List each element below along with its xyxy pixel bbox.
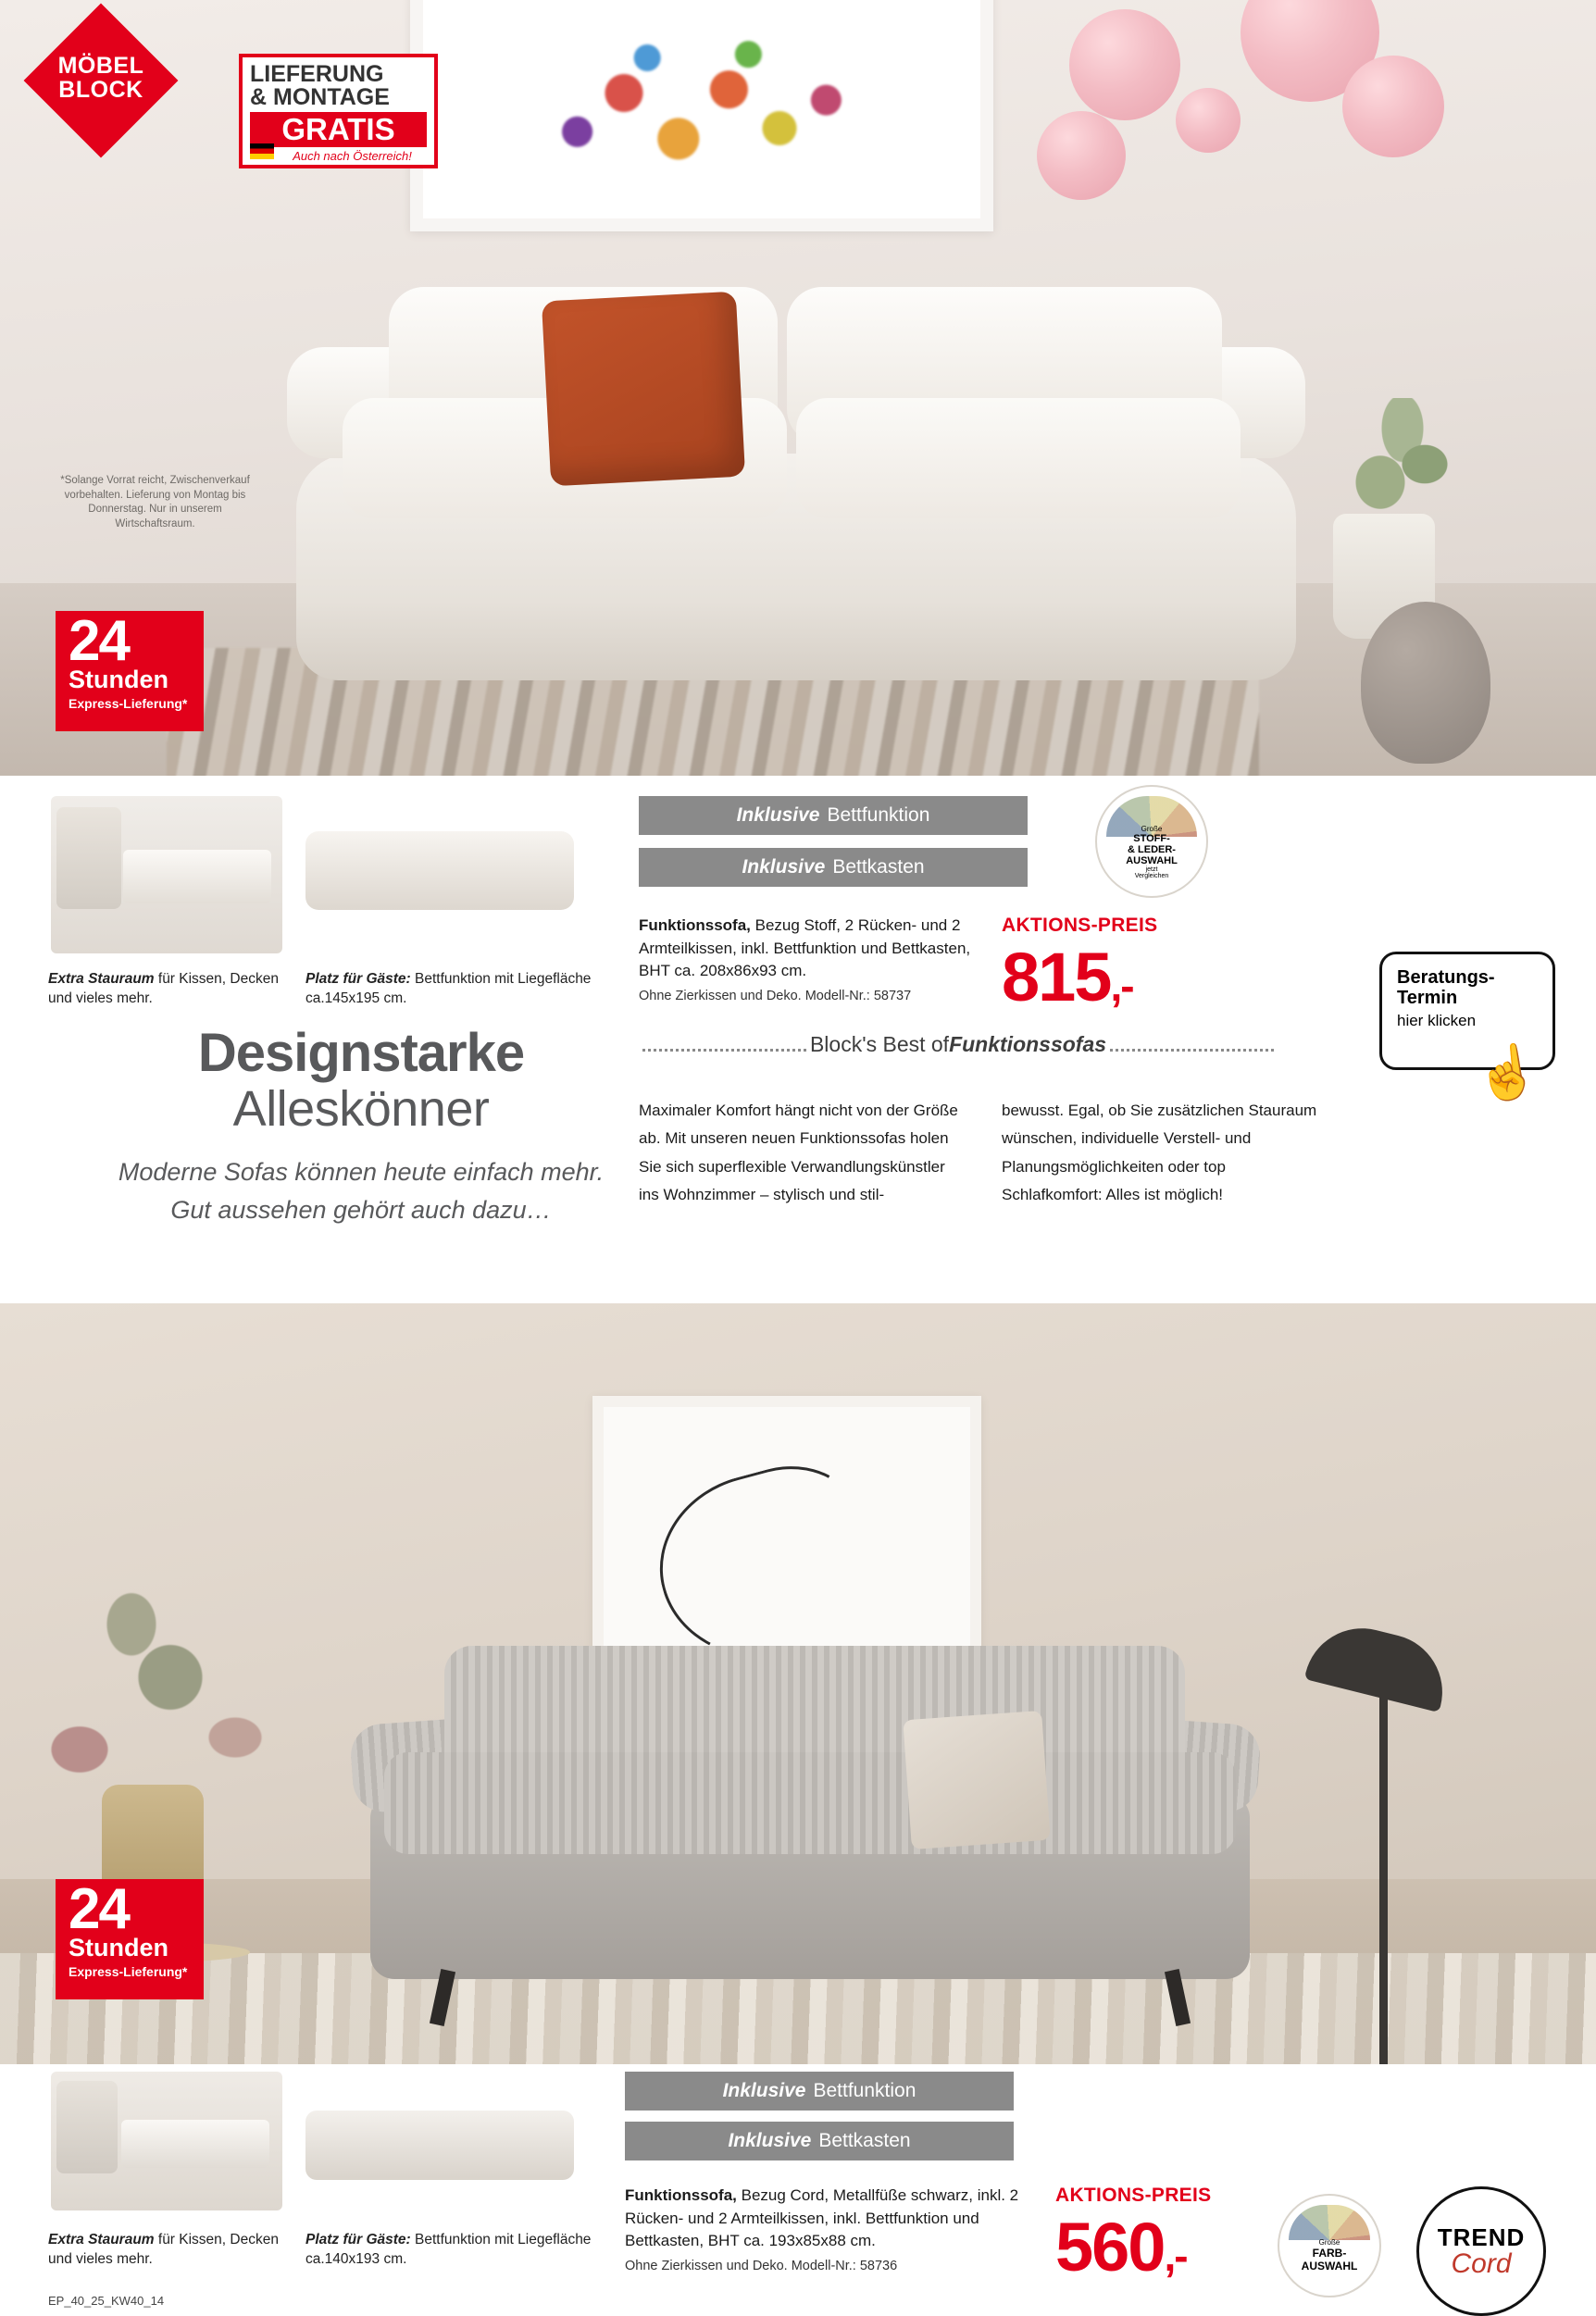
express-badge-bottom: [56, 1879, 204, 1999]
express-badge-top: [56, 611, 204, 731]
headline-sub-1: Moderne Sofas können heute einfach mehr.: [118, 1158, 605, 1187]
thumb-mattress: [305, 831, 574, 910]
body-text-columns: [639, 1097, 1324, 1209]
german-flag-icon: [250, 143, 274, 159]
inclusive-bettkasten-bottom: Inklusive Bettkasten: [625, 2122, 1014, 2160]
caption-storage-bottom: Extra Stauraum für Kissen, Decken und vieles mehr.: [48, 2232, 279, 2267]
pendant-lamp-5: [1176, 88, 1241, 153]
wall-art-frame: [410, 0, 993, 231]
page-headline: [65, 1023, 657, 1228]
thumb-storage-box-2: [121, 2120, 269, 2168]
thumb-storage-open: [51, 796, 282, 953]
delivery-badge: [239, 54, 438, 168]
consult-line-3: hier klicken: [1397, 1012, 1477, 1029]
grey-sofa-pillow: [903, 1711, 1050, 1849]
legal-note: *Solange Vorrat reicht, Zwischenverkauf vorbehalten. Lieferung von Montag bis Donnerstag. Nur in unserem Wirtschaftsraum.: [60, 475, 250, 529]
trend-line-2: Cord: [1451, 2248, 1512, 2279]
headline-line-2: Alleskönner: [232, 1080, 490, 1137]
flower-painting: [507, 23, 896, 199]
express-number-2: 24: [69, 1877, 129, 1941]
seal-text: Große STOFF- & LEDER- AUSWAHL jetzt Vergleichen: [1126, 824, 1178, 879]
inclusive-bettfunktion-top: Inklusive Bettfunktion: [639, 796, 1028, 835]
pendant-lamp-1: [1069, 9, 1180, 120]
express-label-2: Express-Lieferung*: [69, 1963, 188, 1979]
headline-sub-2: Gut aussehen gehört auch dazu…: [170, 1195, 552, 1224]
price-label-top: AKTIONS-PREIS: [1002, 915, 1158, 936]
express-label: Express-Lieferung*: [69, 695, 188, 711]
delivery-line-1: LIEFERUNG: [250, 61, 384, 87]
floor-lamp-pole: [1379, 1674, 1388, 2064]
product-description-bottom: Funktionssofa, Bezug Cord, Metallfüße schwarz, inkl. 2 Rücken- und 2 Armteilkissen, inkl. Bettfunktion und Bettkasten, BHT ca. 193x85x88 cm. Ohne Zierkissen und Deko. Modell-Nr.: 58736: [625, 2185, 1032, 2276]
logo-line-1: MÖBEL: [57, 53, 144, 79]
dotted-rule-right: [1110, 1039, 1274, 1052]
trend-cord-seal: [1416, 2186, 1546, 2316]
pendant-lamp-4: [1342, 56, 1444, 157]
product-description-top: Funktionssofa, Bezug Stoff, 2 Rücken- und 2 Armteilkissen, inkl. Bettfunktion und Bettkasten, BHT ca. 208x86x93 cm. Ohne Zierkissen und Deko. Modell-Nr.: 58737: [639, 915, 1000, 1006]
headline-line-1: Designstarke: [197, 1023, 525, 1083]
price-bottom: 560,-: [1055, 2209, 1187, 2285]
thumb-storage-open-bottom: [51, 2072, 282, 2210]
logo-text: [46, 54, 156, 103]
thumb-backrest-2: [56, 2081, 118, 2173]
consult-line-1: Beratungs-: [1397, 967, 1495, 988]
hand-pointer-icon: ☝: [1471, 1039, 1543, 1106]
pendant-lamp-2: [1037, 111, 1126, 200]
section-title-emphasis: Funktionssofas: [949, 1032, 1107, 1056]
decor-vase: [1361, 602, 1490, 764]
dotted-rule-left: [642, 1039, 806, 1052]
grey-sofa-seat: [384, 1752, 1236, 1854]
delivery-austria-note: Auch nach Österreich!: [293, 148, 412, 163]
body-column-2: bewusst. Egal, ob Sie zusätzlichen Stauraum wünschen, individuelle Verstell- und Planungsmöglichkeiten oder top Schlafkomfort: Alles ist möglich!: [1002, 1102, 1317, 1203]
thumb-bed-extended-bottom: [305, 2083, 574, 2212]
section-title-prefix: Block's Best of: [809, 1032, 950, 1056]
delivery-line-2: & MONTAGE: [250, 84, 390, 110]
color-seal-arc: [1289, 2205, 1370, 2240]
brand-logo[interactable]: [35, 26, 193, 128]
caption-bed-top: Platz für Gäste: Bettfunktion mit Liegefläche ca.145x195 cm.: [305, 971, 592, 1006]
sofa-seat-right: [796, 398, 1241, 518]
trend-line-1: TREND: [1437, 2223, 1526, 2251]
product-note-bottom: Ohne Zierkissen und Deko. Modell-Nr.: 58736: [625, 2258, 898, 2273]
express-number: 24: [69, 609, 129, 673]
logo-line-2: BLOCK: [58, 77, 143, 104]
thumb-backrest: [56, 807, 121, 909]
plant-foliage: [1347, 398, 1458, 518]
hero-photo: [0, 0, 1596, 776]
inclusive-bettkasten-top: Inklusive Bettkasten: [639, 848, 1028, 887]
footer-code: EP_40_25_KW40_14: [48, 2294, 165, 2308]
express-stunden: Stunden: [69, 665, 168, 693]
price-label-bottom: AKTIONS-PREIS: [1055, 2185, 1212, 2206]
price-top: 815,-: [1002, 939, 1133, 1015]
color-selection-seal: [1278, 2194, 1381, 2297]
express-stunden-2: Stunden: [69, 1933, 168, 1961]
thumb-bed-extended: [305, 803, 574, 947]
thumb-storage-box: [123, 850, 271, 903]
consult-line-2: Termin: [1397, 988, 1458, 1008]
caption-bed-bottom: Platz für Gäste: Bettfunktion mit Liegefläche ca.140x193 cm.: [305, 2232, 592, 2267]
section-title: [639, 1032, 1278, 1057]
consultation-button[interactable]: [1379, 952, 1555, 1106]
body-column-1: Maximaler Komfort hängt nicht von der Größe ab. Mit unseren neuen Funktionssofas holen Sie sich superflexible Verwandlungskünstler ins Wohnzimmer – stylisch und stil-: [639, 1102, 958, 1203]
delivery-gratis: GRATIS: [250, 112, 427, 147]
color-seal-text: Große FARB- AUSWAHL: [1301, 2237, 1358, 2272]
hero-sofa-white: [278, 250, 1315, 713]
product-note-top: Ohne Zierkissen und Deko. Modell-Nr.: 58737: [639, 988, 912, 1003]
caption-storage-top: Extra Stauraum für Kissen, Decken und vieles mehr.: [48, 971, 279, 1006]
second-photo: [0, 1303, 1596, 2064]
thumb-mattress-2: [305, 2111, 574, 2180]
inclusive-bettfunktion-bottom: Inklusive Bettfunktion: [625, 2072, 1014, 2111]
accent-pillow: [542, 292, 745, 487]
sofa-grey-cord: [352, 1609, 1268, 1998]
info-band-bottom: [0, 2064, 1596, 2314]
fabric-leather-seal: [1095, 785, 1208, 898]
